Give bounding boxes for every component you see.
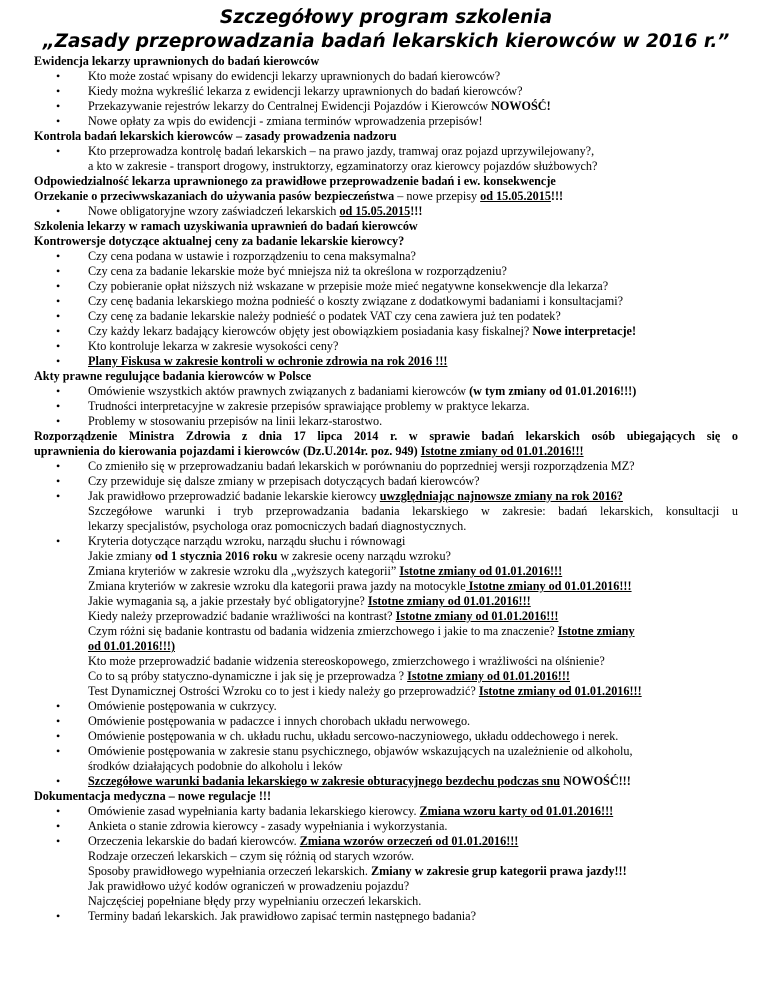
bullet-item: • Czy cenę badania lekarskiego można podnieść o koszty związane z dodatkowymi badaniami i konsultacjami? <box>34 294 738 309</box>
heading-rest: – nowe przepisy <box>394 189 481 203</box>
bullet-item: • Co zmieniło się w przeprowadzaniu badań lekarskich w porównaniu do poprzedniej wersji rozporządzenia MZ? <box>34 459 738 474</box>
bullet-text: Omówienie zasad wypełniania karty badania lekarskiego kierowcy. <box>88 804 420 818</box>
bullet-item: • Kto kontroluje lekarza w zakresie wysokości ceny? <box>34 339 738 354</box>
text: Jakie zmiany <box>88 549 156 563</box>
bullet-item: • Omówienie postępowania w cukrzycy. <box>34 699 738 714</box>
text: Jakie wymagania są, a jakie przestały być obligatoryjne? <box>88 594 368 608</box>
exclamation: !!! <box>550 189 564 203</box>
text: Zmiana kryteriów w zakresie wzroku dla „wyższych kategorii” <box>88 564 400 578</box>
bullet-continuation: Jak prawidłowo użyć kodów ograniczeń w prowadzeniu pojazdu? <box>88 879 410 893</box>
bullet-continuation <box>34 639 738 654</box>
section-heading: Szkolenia lekarzy w ramach uzyskiwania uprawnień do badań kierowców <box>34 219 418 233</box>
bullet-text-underlined: Plany Fiskusa w zakresie kontroli w ochronie zdrowia na rok 2016 !!! <box>88 354 448 368</box>
section-heading: Odpowiedzialność lekarza uprawnionego za prawidłowe przeprowadzenie badań i ew. konsekwencje <box>34 174 556 188</box>
heading-text: uprawnienia do kierowania pojazdami i kierowców (Dz.U.2014r. poz. 949) <box>34 444 421 458</box>
text: w zakresie oceny narządu wzroku? <box>277 549 451 563</box>
heading-underlined: Istotne zmiany od 01.01.2016!!! <box>420 444 584 458</box>
change-note: Zmiana wzorów orzeczeń od 01.01.2016!!! <box>299 834 519 848</box>
text: Test Dynamicznej Ostrości Wzroku co to jest i kiedy należy go przeprowadzić? <box>88 684 479 698</box>
bullet-continuation <box>34 624 738 639</box>
text: Sposoby prawidłowego wypełniania orzeczeń lekarskich. <box>88 864 371 878</box>
text: Co to są próby statyczno-dynamiczne i jak się je przeprowadza ? <box>88 669 408 683</box>
bullet-item <box>34 489 738 504</box>
section-heading: Ewidencja lekarzy uprawnionych do badań kierowców <box>34 54 320 68</box>
bullet-text: Przekazywanie rejestrów lekarzy do Centralnej Ewidencji Pojazdów i Kierowców <box>88 99 492 113</box>
bullet-continuation: Szczegółowe warunki i tryb przeprowadzania badania lekarskiego w zakresie: badań lekarskich, konsultacji u <box>88 504 738 518</box>
bullet-continuation <box>34 549 738 564</box>
bullet-item: • Omówienie postępowania w padaczce i innych chorobach układu nerwowego. <box>34 714 738 729</box>
change-note: Istotne zmiany od 01.01.2016!!! <box>407 669 570 683</box>
section-heading <box>34 444 738 459</box>
change-note: Istotne zmiany od 01.01.2016!!! <box>395 609 559 623</box>
bullet-item: • Czy cenę za badanie lekarskie należy podnieść o podatek VAT czy cena zawiera już ten podatek? <box>34 309 738 324</box>
bullet-item: • Czy cena za badanie lekarskie może być mniejsza niż ta określona w rozporządzeniu? <box>34 264 738 279</box>
bullet-continuation: Kto może przeprowadzić badanie widzenia stereoskopowego, zmierzchowego i wrażliwości na olśnienie? <box>88 654 605 668</box>
exclamation: !!! <box>410 204 423 218</box>
heading-text: Orzekanie o przeciwwskazaniach do używania pasów bezpieczeństwa <box>34 189 395 203</box>
section-heading <box>34 189 738 204</box>
section-heading: Akty prawne regulujące badania kierowców w Polsce <box>34 369 312 383</box>
change-note: Istotne zmiany <box>557 624 635 638</box>
bullet-item: • Omówienie postępowania w ch. układu ruchu, układu sercowo-naczyniowego, układu oddechowego i nerek. <box>34 729 738 744</box>
bullet-continuation <box>34 609 738 624</box>
bold-note: (w tym zmiany od 01.01.2016!!!) <box>469 384 637 398</box>
text: Kiedy należy przeprowadzić badanie wrażliwości na kontrast? <box>88 609 396 623</box>
bullet-text: Czy każdy lekarz badający kierowców objęty jest obowiązkiem posiadania kasy fiskalnej? <box>88 324 533 338</box>
title-line-2: „Zasady przeprowadzania badań lekarskich kierowców w 2016 r.” <box>42 31 730 52</box>
bullet-item: • Kryteria dotyczące narządu wzroku, narządu słuchu i równowagi <box>34 534 738 549</box>
bullet-item <box>34 804 738 819</box>
bullet-item: • Terminy badań lekarskich. Jak prawidłowo zapisać termin następnego badania? <box>34 909 738 924</box>
bullet-continuation <box>34 564 738 579</box>
change-note: Istotne zmiany od 01.01.2016!!! <box>465 579 632 593</box>
bold-note: Zmiany w zakresie grup kategorii prawa jazdy!!! <box>370 864 627 878</box>
change-note: Istotne zmiany od 01.01.2016!!! <box>367 594 531 608</box>
section-heading: Dokumentacja medyczna – nowe regulacje !!! <box>34 789 272 803</box>
change-note: Istotne zmiany od 01.01.2016!!! <box>478 684 642 698</box>
bullet-text: Omówienie wszystkich aktów prawnych związanych z badaniami kierowców <box>88 384 470 398</box>
text: Zmiana kryteriów w zakresie wzroku dla kategorii prawa jazdy na motocykle <box>88 579 466 593</box>
bullet-continuation <box>34 579 738 594</box>
bullet-continuation <box>34 594 738 609</box>
document-title <box>34 6 738 54</box>
section-heading: Kontrowersje dotyczące aktualnej ceny za badanie lekarskie kierowcy? <box>34 234 405 248</box>
bullet-text-underlined: Szczegółowe warunki badania lekarskiego w zakresie obturacyjnego bezdechu podczas snu <box>88 774 561 788</box>
bullet-continuation: Najczęściej popełniane błędy przy wypełnianiu orzeczeń lekarskich. <box>88 894 422 908</box>
bullet-continuation <box>34 669 738 684</box>
text: Czym różni się badanie kontrastu od badania widzenia zmierzchowego i jakie to ma znaczenie? <box>88 624 558 638</box>
bullet-text: Orzeczenia lekarskie do badań kierowców. <box>88 834 300 848</box>
bullet-continuation: środków działających podobnie do alkoholu i leków <box>88 759 343 773</box>
bullet-item <box>34 834 738 849</box>
date-underlined: od 15.05.2015 <box>339 204 411 218</box>
bullet-item <box>34 99 738 114</box>
bullet-item: • Czy pobieranie opłat niższych niż wskazane w przepisie może mieć negatywne konsekwencje dla lekarza? <box>34 279 738 294</box>
bullet-continuation: Rodzaje orzeczeń lekarskich – czym się różnią od starych wzorów. <box>88 849 415 863</box>
bullet-item <box>34 324 738 339</box>
bullet-item <box>34 204 738 219</box>
bullet-text: Jak prawidłowo przeprowadzić badanie lekarskie kierowcy <box>88 489 380 503</box>
date-underlined: od 15.05.2015 <box>480 189 551 203</box>
change-note: Zmiana wzoru karty od 01.01.2016!!! <box>419 804 614 818</box>
bullet-item <box>34 384 738 399</box>
bullet-item: • Trudności interpretacyjne w zakresie przepisów sprawiające problemy w praktyce lekarza. <box>34 399 738 414</box>
bullet-item <box>34 354 738 369</box>
bullet-item <box>34 774 738 789</box>
bullet-text: Nowe obligatoryjne wzory zaświadczeń lekarskich <box>88 204 340 218</box>
section-heading: Kontrola badań lekarskich kierowców – zasady prowadzenia nadzoru <box>34 129 397 143</box>
bullet-item: • Omówienie postępowania w zakresie stanu psychicznego, objawów wskazujących na uzależnienie od alkoholu, <box>34 744 738 759</box>
bullet-item: • Czy przewiduje się dalsze zmiany w przepisach dotyczących badań kierowców? <box>34 474 738 489</box>
bullet-item: • Kto może zostać wpisany do ewidencji lekarzy uprawnionych do badań kierowców? <box>34 69 738 84</box>
bullet-item: • Kto przeprowadza kontrolę badań lekarskich – na prawo jazdy, tramwaj oraz pojazd uprzywilejowany?, <box>34 144 738 159</box>
bullet-item: • Ankieta o stanie zdrowia kierowcy - zasady wypełniania i wykorzystania. <box>34 819 738 834</box>
bullet-text-underlined: uwzględniając najnowsze zmiany na rok 2016? <box>379 489 623 503</box>
bullet-continuation: lekarzy specjalistów, psychologa oraz pomocniczych badań diagnostycznych. <box>88 519 467 533</box>
new-badge: NOWOŚĆ!!! <box>560 774 631 788</box>
change-note: Istotne zmiany od 01.01.2016!!! <box>399 564 563 578</box>
new-badge: NOWOŚĆ! <box>491 99 551 113</box>
bullet-item: • Kiedy można wykreślić lekarza z ewidencji lekarzy uprawnionych do badań kierowców? <box>34 84 738 99</box>
bullet-item: • Czy cena podana w ustawie i rozporządzeniu to cena maksymalna? <box>34 249 738 264</box>
bullet-continuation: a kto w zakresie - transport drogowy, instruktorzy, egzaminatorzy oraz kierowcy pojazdów służbowych? <box>88 159 598 173</box>
section-heading: Rozporządzenie Ministra Zdrowia z dnia 17 lipca 2014 r. w sprawie badań lekarskich osób ubiegających się o <box>34 429 738 443</box>
change-note: od 01.01.2016!!!) <box>88 639 175 653</box>
bullet-item: • Problemy w stosowaniu przepisów na linii lekarz-starostwo. <box>34 414 738 429</box>
title-line-1: Szczegółowy program szkolenia <box>219 7 553 28</box>
bullet-continuation <box>34 684 738 699</box>
bullet-item: • Nowe opłaty za wpis do ewidencji - zmiana terminów wprowadzenia przepisów! <box>34 114 738 129</box>
bullet-continuation <box>34 864 738 879</box>
new-badge: Nowe interpretacje! <box>532 324 637 338</box>
bold-date: od 1 stycznia 2016 roku <box>155 549 278 563</box>
